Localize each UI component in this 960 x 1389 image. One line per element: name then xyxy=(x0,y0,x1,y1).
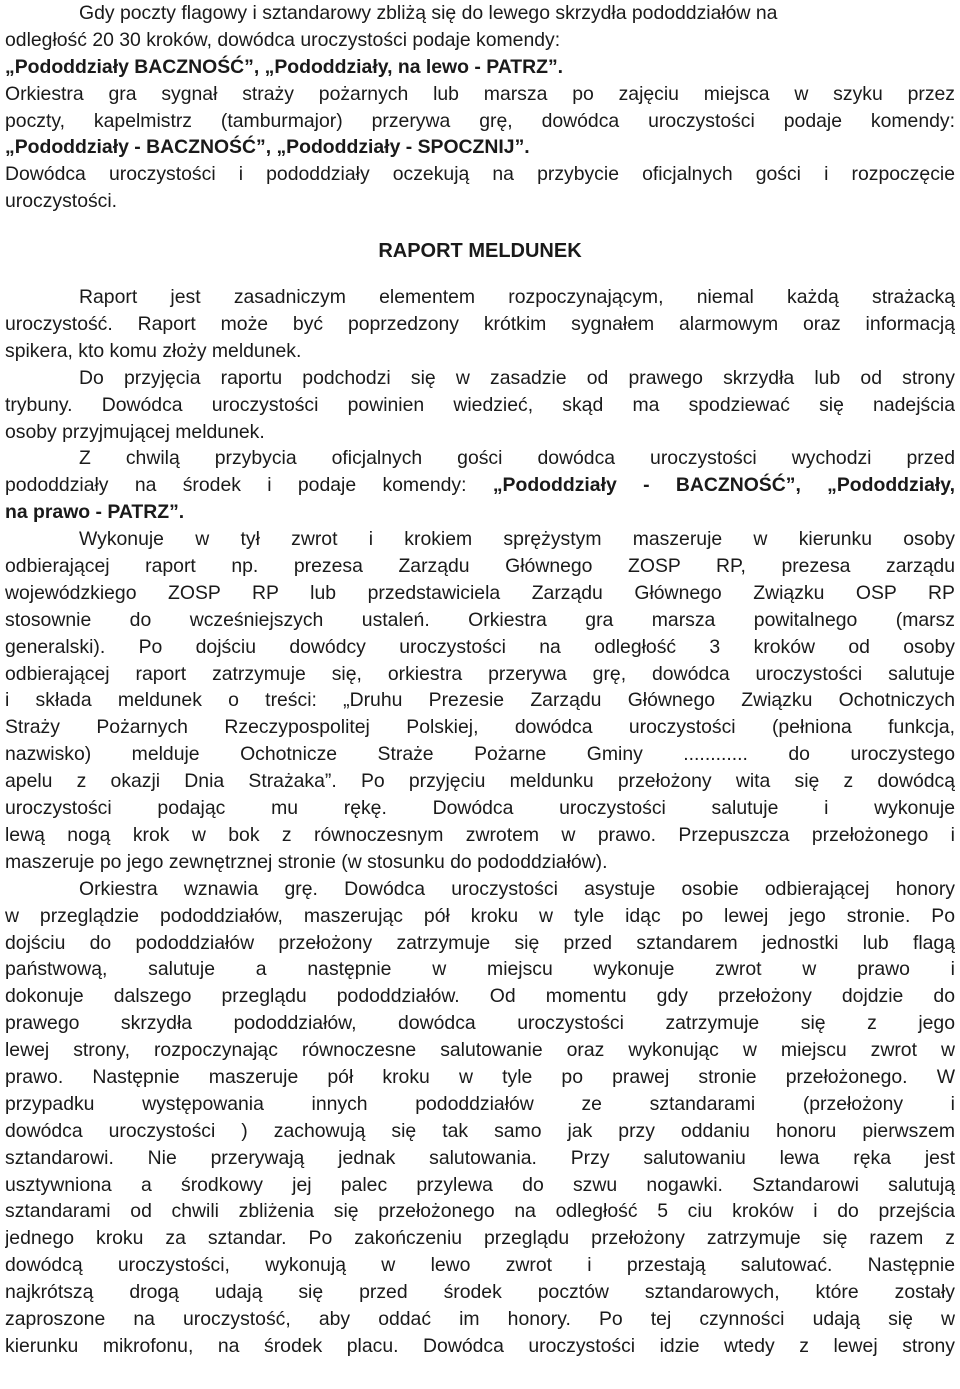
text-line: zaproszone na uroczystość, aby oddać im honory. Po tej czynności udają się w xyxy=(5,1307,955,1330)
text-line: Z chwilą przybycia oficjalnych gości dowódca uroczystości wychodzi przed xyxy=(79,447,955,470)
text-line: kierunku mikrofonu, na środek placu. Dowódca uroczystości idzie wtedy z lewej strony xyxy=(5,1334,955,1357)
text-line: maszeruje po jego zewnętrznej stronie (w stosunku do pododdziałów). xyxy=(5,850,608,873)
text-line: nazwisko) melduje Ochotnicze Straże Pożarne Gminy ............ do uroczystego xyxy=(5,743,955,766)
command-text: na prawo - PATRZ”. xyxy=(5,501,185,524)
command-text: „Pododdziały - BACZNOŚĆ”, „Pododdziały, xyxy=(492,474,955,497)
text-line: uroczystość. Raport może być poprzedzony krótkim sygnałem alarmowym oraz informacją xyxy=(5,313,955,336)
text-line xyxy=(5,472,955,499)
text-line: odbierającej raport np. prezesa Zarządu Głównego ZOSP RP, prezesa zarządu xyxy=(5,555,955,578)
text-line: generalski). Po dojściu dowódcy uroczystości na odległość 3 kroków od osoby xyxy=(5,635,955,658)
text-line: Orkiestra gra sygnał straży pożarnych lub marsza po zajęciu miejsca w szyku przez xyxy=(5,82,955,105)
text-line: odległość 20 30 kroków, dowódca uroczystości podaje komendy: xyxy=(5,28,561,51)
text-line: Orkiestra wznawia grę. Dowódca uroczystości asystuje osobie odbierającej honory xyxy=(79,877,955,900)
command-text: „Pododdziały BACZNOŚĆ”, „Pododdziały, na lewo - PATRZ”. xyxy=(5,55,564,78)
text-line: Wykonuje w tył zwrot i krokiem sprężystym maszeruje w kierunku osoby xyxy=(79,528,955,551)
text-run: pododdziały na środek i podaje komendy: xyxy=(5,474,493,497)
text-line: i składa meldunek o treści: „Druhu Prezesie Zarządu Głównego Związku Ochotniczych xyxy=(5,689,955,712)
text-line: Do przyjęcia raportu podchodzi się w zasadzie od prawego skrzydła lub od strony xyxy=(79,366,955,389)
text-line: apelu z okazji Dnia Strażaka”. Po przyjęciu meldunku przełożony wita się z dowódcą xyxy=(5,770,955,793)
text-line: jednego kroku za sztandar. Po zakończeniu przeglądu przełożony zatrzymuje się razem z xyxy=(5,1227,955,1250)
text-line: uroczystości podając mu rękę. Dowódca uroczystości salutuje i wykonuje xyxy=(5,797,955,820)
text-line: usztywniona a środkowy jej palec przylewa do szwu nogawki. Sztandarowi salutują xyxy=(5,1173,955,1196)
command-text: „Pododdziały - BACZNOŚĆ”, „Pododdziały - SPOCZNIJ”. xyxy=(5,136,530,159)
text-line: dokonuje dalszego przeglądu pododdziałów. Od momentu gdy przełożony dojdzie do xyxy=(5,985,955,1008)
text-line: uroczystości. xyxy=(5,190,118,213)
text-line: Raport jest zasadniczym elementem rozpoczynającym, niemal każdą strażacką xyxy=(79,286,955,309)
text-line: lewej strony, rozpoczynając równoczesne salutowanie oraz wykonując w miejscu zwrot w xyxy=(5,1039,955,1062)
text-line xyxy=(5,54,955,81)
text-line: odbierającej raport zatrzymuje się, orkiestra przerywa grę, dowódca uroczystości salutuje xyxy=(5,662,955,685)
text-line: dowódcą uroczystości, wykonują w lewo zwrot i przestają salutować. Następnie xyxy=(5,1254,955,1277)
text-line: dojściu do pododdziałów przełożony zatrzymuje się przed sztandarem jednostki lub flagą xyxy=(5,931,955,954)
text-line: sztandarowi. Nie przerywają jednak salutowania. Przy salutowaniu lewa ręka jest xyxy=(5,1146,955,1169)
text-line: sztandarami od chwili zbliżenia się przełożonego na odległość 5 ciu kroków i do przejścia xyxy=(5,1200,955,1223)
text-line: wojewódzkiego ZOSP RP lub przedstawiciela Zarządu Głównego Związku OSP RP xyxy=(5,581,955,604)
text-line: Gdy poczty flagowy i sztandarowy zbliżą się do lewego skrzydła pododdziałów na xyxy=(79,2,778,24)
text-line: prawo. Następnie maszeruje pół kroku w tyle po prawej stronie przełożonego. W xyxy=(5,1065,955,1088)
text-line: państwową, salutuje a następnie w miejscu wykonuje zwrot w prawo i xyxy=(5,958,955,981)
text-line: poczty, kapelmistrz (tamburmajor) przerywa grę, dowódca uroczystości podaje komendy: xyxy=(5,109,955,132)
text-line xyxy=(5,499,955,526)
text-line: stosownie do wcześniejszych ustaleń. Orkiestra gra marsza powitalnego (marsz xyxy=(5,608,955,631)
text-line: spikera, kto komu złoży meldunek. xyxy=(5,339,302,362)
text-line: dowódca uroczystości ) zachowują się tak samo jak przy oddaniu honoru pierwszem xyxy=(5,1119,955,1142)
text-line xyxy=(5,134,955,161)
body-section xyxy=(5,284,955,1360)
text-line: w przeglądzie pododdziałów, maszerując pół kroku w tyle idąc po lewej jego stronie. Po xyxy=(5,904,955,927)
intro-section xyxy=(5,0,955,215)
text-line: Dowódca uroczystości i pododdziały oczekują na przybycie oficjalnych gości i rozpoczęcie xyxy=(5,163,955,186)
text-line: lewą nogą krok w bok z równoczesnym zwrotem w prawo. Przepuszcza przełożonego i xyxy=(5,823,955,846)
text-line: trybuny. Dowódca uroczystości powinien wiedzieć, skąd ma spodziewać się nadejścia xyxy=(5,393,955,416)
text-line: prawego skrzydła pododdziałów, dowódca uroczystości zatrzymuje się z jego xyxy=(5,1012,955,1035)
section-heading: RAPORT MELDUNEK xyxy=(378,240,582,263)
text-line: przypadku występowania innych pododdziałów ze sztandarami (przełożony i xyxy=(5,1092,955,1115)
text-line: Straży Pożarnych Rzeczypospolitej Polskiej, dowódca uroczystości (pełniona funkcja, xyxy=(5,716,955,739)
text-line: osoby przyjmującej meldunek. xyxy=(5,420,265,443)
text-line: najkrótszą drogą udają się przed środek pocztów sztandarowych, które zostały xyxy=(5,1281,955,1304)
